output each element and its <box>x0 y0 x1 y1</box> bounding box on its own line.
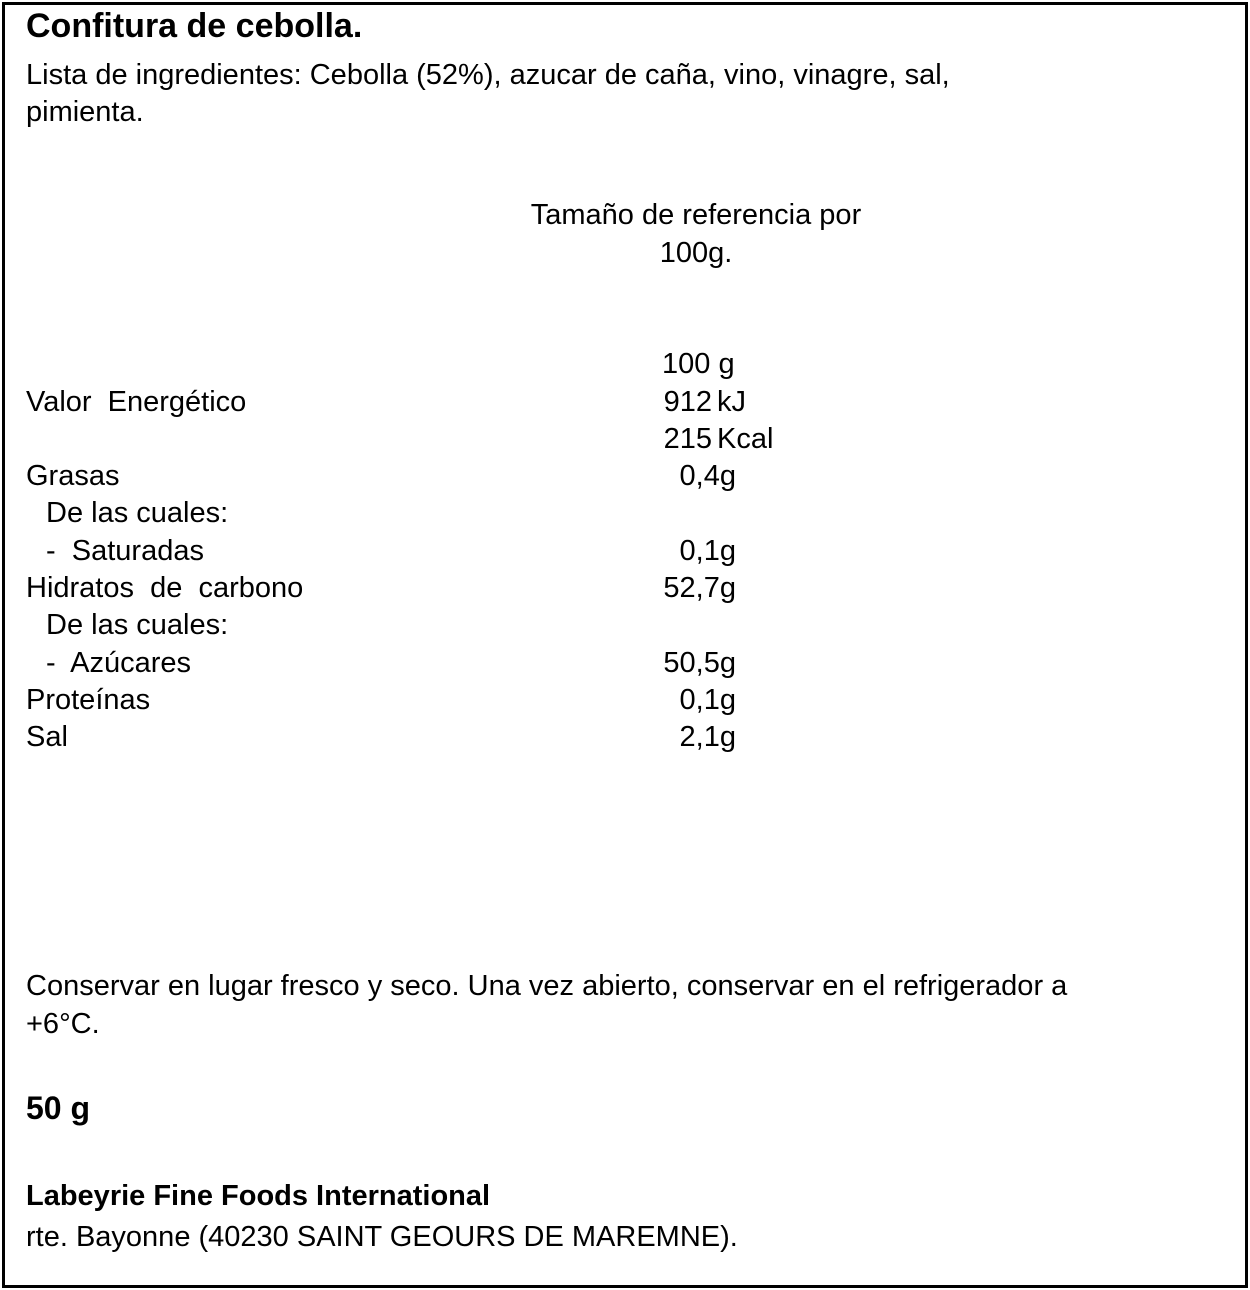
proteins-label: Proteínas <box>26 684 151 716</box>
proteins-value: 0,1g <box>679 684 736 716</box>
carbohydrates-subheading: De las cuales: <box>46 609 229 641</box>
reference-size-line-2: 100g. <box>659 237 733 269</box>
saturated-value: 0,1g <box>679 535 736 567</box>
storage-line-2: +6°C. <box>26 1008 100 1040</box>
energy-kj-unit: kJ <box>717 386 746 418</box>
fat-label: Grasas <box>26 460 120 492</box>
energy-kcal-value: 215 <box>663 423 712 455</box>
sugars-value: 50,5g <box>663 647 736 679</box>
ingredients-line-2: pimienta. <box>26 96 144 128</box>
fat-subheading: De las cuales: <box>46 497 229 529</box>
manufacturer-address: rte. Bayonne (40230 SAINT GEOURS DE MAREMNE). <box>26 1221 738 1253</box>
nutrition-column-header: 100 g <box>662 348 735 380</box>
product-title: Confitura de cebolla. <box>26 7 363 45</box>
reference-size-line-1: Tamaño de referencia por <box>530 199 862 231</box>
saturated-label: - Saturadas <box>46 535 204 567</box>
fat-value: 0,4g <box>679 460 736 492</box>
salt-label: Sal <box>26 721 68 753</box>
sugars-label: - Azúcares <box>46 647 192 679</box>
salt-value: 2,1g <box>679 721 736 753</box>
net-weight: 50 g <box>26 1090 91 1126</box>
energy-kcal-unit: Kcal <box>717 423 774 455</box>
carbohydrates-value: 52,7g <box>663 572 736 604</box>
storage-line-1: Conservar en lugar fresco y seco. Una vez abierto, conservar en el refrigerador a <box>26 970 1068 1002</box>
carbohydrates-label: Hidratos de carbono <box>26 572 304 604</box>
ingredients-line-1: Lista de ingredientes: Cebolla (52%), azucar de caña, vino, vinagre, sal, <box>26 59 950 91</box>
energy-label: Valor Energético <box>26 386 247 418</box>
manufacturer-name: Labeyrie Fine Foods International <box>26 1180 491 1212</box>
energy-kj-value: 912 <box>663 386 712 418</box>
